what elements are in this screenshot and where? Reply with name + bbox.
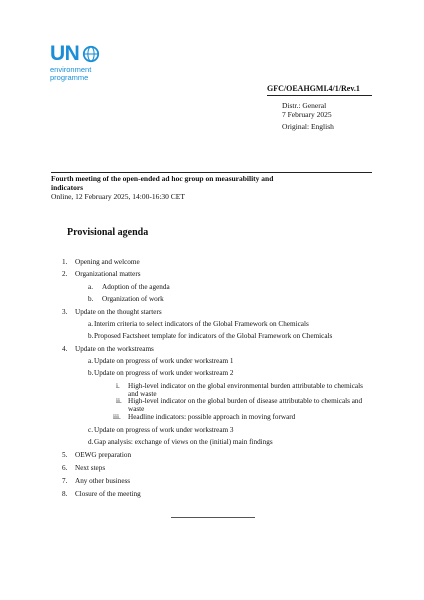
document-symbol: GFC/OEAHGMI.4/1/Rev.1 — [267, 84, 360, 93]
agenda-item-text: Update on the thought starters — [75, 308, 162, 316]
logo-line1: environment — [50, 65, 92, 74]
agenda-item-text: Update on progress of work under workstream 3 — [94, 426, 234, 434]
agenda-item-number: 4. — [62, 345, 68, 353]
agenda-item-text: Opening and welcome — [75, 258, 140, 266]
agenda-item-text: Closure of the meeting — [75, 490, 141, 498]
agenda-item-text: Any other business — [75, 477, 131, 485]
logo-un-text: UN — [50, 42, 80, 65]
agenda-item-text: Proposed Factsheet template for indicators of the Global Framework on Chemicals — [94, 332, 333, 340]
agenda-item-number: a. — [88, 357, 93, 365]
agenda-item-text: Organizational matters — [75, 270, 141, 278]
agenda-item-text: Update on progress of work under workstream 2 — [94, 369, 234, 377]
agenda-item-number: b. — [88, 369, 94, 377]
agenda-item-text: Headline indicators: possible approach in moving forward — [128, 413, 296, 421]
agenda-item-text: OEWG preparation — [75, 451, 132, 459]
document-date: 7 February 2025 — [282, 110, 332, 119]
agenda-item-number: a. — [88, 283, 93, 291]
agenda-item-text: waste — [128, 405, 145, 413]
agenda-item-number: 2. — [62, 270, 68, 278]
agenda-item-number: b. — [88, 332, 94, 340]
agenda-item-number: 3. — [62, 308, 68, 316]
agenda-item-number: iii. — [113, 413, 121, 421]
header-divider — [267, 95, 372, 96]
agenda-item-text: Gap analysis: exchange of views on the (initial) main findings — [94, 438, 273, 446]
agenda-item-number: 7. — [62, 477, 68, 485]
agenda-item-text: and waste — [128, 390, 157, 398]
agenda-item-number: b. — [88, 295, 94, 303]
agenda-item-text: High-level indicator on the global burden of disease attributable to chemicals and — [128, 397, 363, 405]
globe-icon — [82, 45, 100, 63]
logo-line2: programme — [50, 73, 89, 82]
distribution: Distr.: General — [282, 101, 327, 110]
original-language: Original: English — [282, 122, 334, 131]
agenda-item-number: 5. — [62, 451, 68, 459]
meeting-divider — [51, 172, 372, 173]
unep-logo — [49, 42, 109, 84]
agenda-item-text: Next steps — [75, 464, 106, 472]
agenda-item-number: ii. — [116, 397, 122, 405]
agenda-item-number: c. — [88, 426, 93, 434]
agenda-item-text: Interim criteria to select indicators of the Global Framework on Chemicals — [94, 320, 309, 328]
agenda-item-number: 6. — [62, 464, 68, 472]
agenda-item-text: High-level indicator on the global environmental burden attributable to chemicals — [128, 382, 363, 390]
agenda-item-text: Update on the workstreams — [75, 345, 154, 353]
agenda-item-number: 1. — [62, 258, 68, 266]
meeting-title: Fourth meeting of the open-ended ad hoc group on measurability and indicators — [51, 174, 274, 192]
agenda-item-number: i. — [116, 382, 120, 390]
meeting-details: Online, 12 February 2025, 14:00-16:30 CET — [51, 192, 185, 201]
agenda-item-number: 8. — [62, 490, 68, 498]
agenda-item-number: a. — [88, 320, 93, 328]
agenda-heading: Provisional agenda — [67, 227, 149, 238]
footer-rule — [171, 517, 255, 518]
agenda-item-number: d. — [88, 438, 94, 446]
agenda-item-text: Organization of work — [102, 295, 164, 303]
agenda-item-text: Update on progress of work under workstream 1 — [94, 357, 234, 365]
agenda-item-text: Adoption of the agenda — [102, 283, 170, 291]
